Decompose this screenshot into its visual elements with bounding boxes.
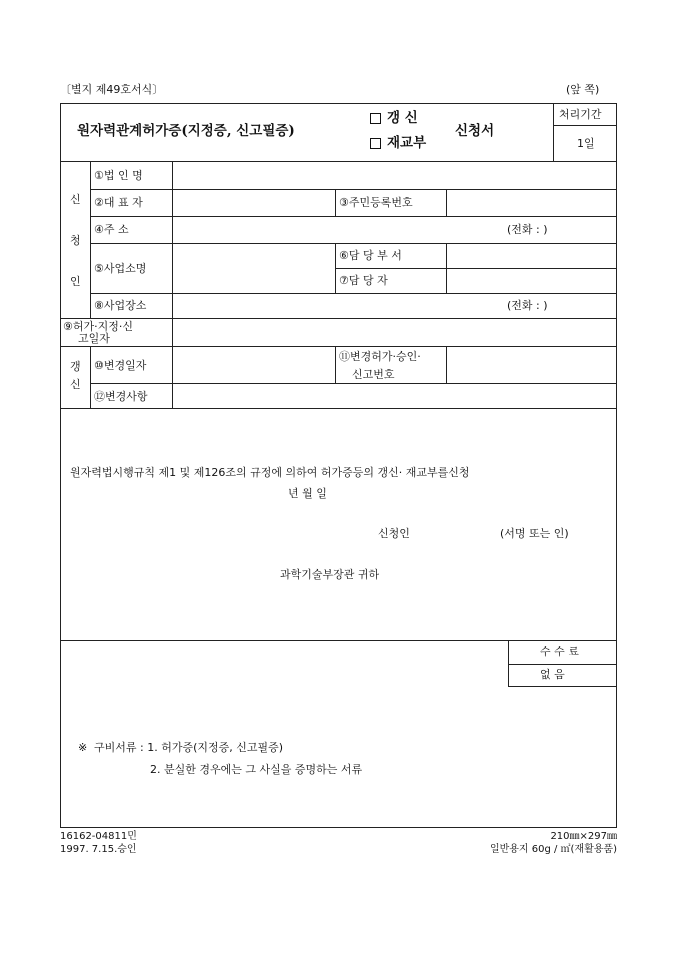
page-side-label: (앞 쪽) [566, 83, 600, 96]
processing-period-value: 1일 [577, 137, 595, 150]
recipient: 과학기술부장관 귀하 [280, 568, 380, 581]
business-place-label: ⑧사업장소 [94, 299, 147, 312]
business-name-field[interactable] [173, 244, 334, 292]
address-field[interactable] [173, 217, 503, 242]
title-divider [553, 103, 554, 161]
change-details-label: ⑫변경사항 [94, 390, 148, 403]
required-documents-item: 2. 분실한 경우에는 그 사실을 증명하는 서류 [150, 763, 363, 776]
phone-label: (전화 : ) [507, 223, 548, 236]
form-code: 16162-04811민 [60, 831, 137, 842]
renewal-group-label: 신 [70, 378, 81, 391]
grid-line [508, 640, 509, 686]
person-in-charge-label: ⑦담 당 자 [339, 274, 388, 287]
change-date-field[interactable] [173, 347, 334, 382]
license-date-label: 고일자 [78, 332, 110, 345]
signature-note: (서명 또는 인) [500, 527, 569, 540]
representative-label: ②대 표 자 [94, 196, 143, 209]
grid-line [335, 346, 336, 383]
grid-line [90, 346, 91, 408]
change-date-label: ⑩변경일자 [94, 359, 147, 372]
address-label: ④주 소 [94, 223, 129, 236]
form-title: 원자력관계허가증(지정증, 신고필증) [77, 123, 295, 139]
person-in-charge-field[interactable] [447, 269, 616, 292]
declaration-date: 년 월 일 [288, 487, 327, 500]
grid-line [335, 243, 336, 293]
business-name-label: ⑤사업소명 [94, 262, 147, 275]
reissue-checkbox[interactable] [370, 138, 381, 149]
corp-name-label: ①법 인 명 [94, 169, 143, 182]
renew-option[interactable] [370, 110, 418, 126]
renew-option-label: 갱 신 [387, 110, 418, 126]
representative-field[interactable] [173, 190, 334, 215]
documents-marker: ※ [78, 741, 88, 754]
applicant-group-label: 청 [70, 234, 81, 247]
business-place-field[interactable] [173, 294, 503, 317]
resident-no-label: ③주민등록번호 [339, 196, 413, 209]
change-number-label: 신고번호 [352, 368, 395, 381]
applicant-signature-label: 신청인 [378, 527, 410, 540]
processing-divider [553, 125, 617, 126]
fee-value: 없 음 [540, 668, 565, 681]
fee-label: 수 수 료 [540, 645, 579, 658]
required-documents: 구비서류 : 1. 허가증(지정증, 신고필증) [94, 741, 284, 754]
resident-no-field[interactable] [447, 190, 616, 215]
paper-size: 210㎜×297㎜ [550, 831, 617, 842]
grid-line [508, 664, 617, 665]
change-details-field[interactable] [173, 384, 616, 407]
applicant-group-label: 인 [70, 275, 81, 288]
approval-date: 1997. 7.15.승인 [60, 844, 137, 855]
reissue-option[interactable] [370, 135, 426, 151]
corp-name-field[interactable] [173, 162, 616, 188]
applicant-signature-field[interactable] [420, 521, 496, 543]
license-date-field[interactable] [173, 319, 616, 345]
processing-period-label: 처리기간 [559, 108, 602, 121]
paper-spec: 일반용지 60g / ㎡(재활용품) [489, 844, 617, 855]
form-title-suffix: 신청서 [455, 123, 495, 139]
grid-line [508, 686, 617, 687]
license-date-label: ⑨허가·지정·신 [63, 320, 133, 333]
grid-line [90, 161, 91, 318]
reissue-option-label: 재교부 [387, 135, 427, 151]
phone-label: (전화 : ) [507, 299, 548, 312]
form-number: 〔별지 제49호서식〕 [60, 83, 164, 96]
declaration-text: 원자력법시행규칙 제1 및 제126조의 규정에 의하여 허가증등의 갱신· 재교부를신청 [70, 466, 470, 479]
department-label: ⑥담 당 부 서 [339, 249, 402, 262]
change-number-label: ⑪변경허가·승인· [339, 350, 421, 363]
change-number-field[interactable] [447, 347, 616, 382]
renewal-group-label: 갱 [70, 360, 81, 373]
grid-line [335, 189, 336, 216]
renew-checkbox[interactable] [370, 113, 381, 124]
grid-line [60, 408, 617, 409]
department-field[interactable] [447, 244, 616, 267]
grid-line [60, 640, 617, 641]
applicant-group-label: 신 [70, 193, 81, 206]
